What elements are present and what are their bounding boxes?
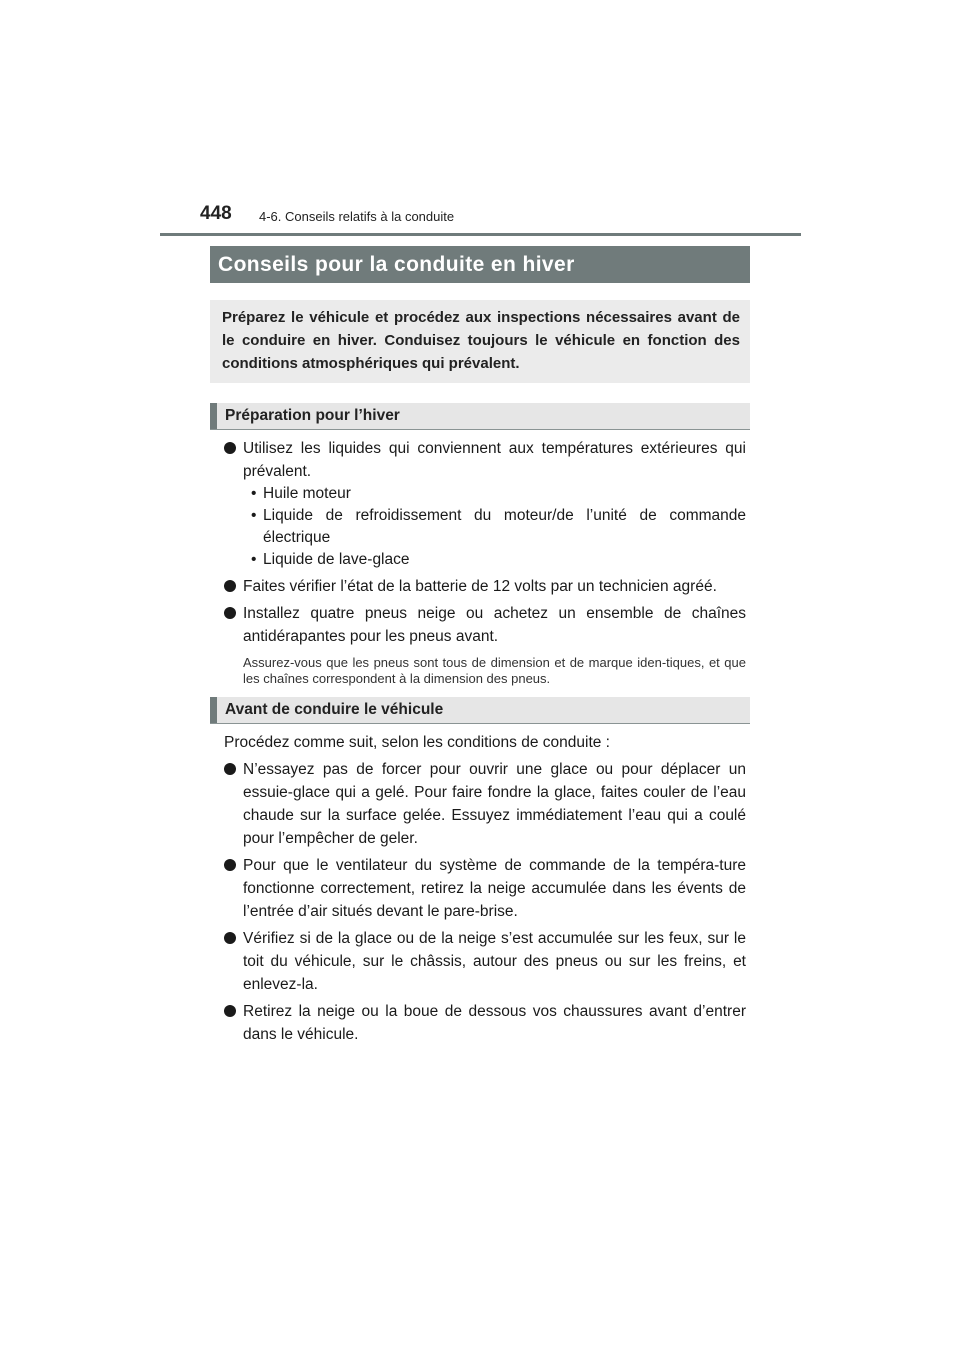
- sublist-item-text: Huile moteur: [263, 485, 351, 502]
- subheading-before-driving: [210, 697, 750, 724]
- sublist-item: [246, 505, 746, 549]
- sublist-item-text: Liquide de refroidissement du moteur/de l’unité de commande électrique: [263, 507, 746, 546]
- bullet-icon: [224, 607, 236, 619]
- list-item-text: Retirez la neige ou la boue de dessous vos chaussures avant d’entrer dans le véhicule.: [243, 1003, 746, 1043]
- sublist-item: [246, 483, 746, 505]
- list-item-text: N’essayez pas de forcer pour ouvrir une glace ou pour déplacer un essuie-glace qui a gelé. Pour faire fondre la glace, faites couler de l’eau chaude sur la surface gelée. Essuyez immédiatement l’eau qui a coulé pour l’empêcher de geler.: [243, 761, 746, 847]
- intro-box: Préparez le véhicule et procédez aux inspections nécessaires avant de le conduire en hiver. Conduisez toujours le véhicule en fonction des conditions atmosphériques qui prévalent.: [210, 300, 750, 383]
- small-bullet-icon: •: [251, 551, 257, 568]
- list-item: [210, 1000, 750, 1046]
- small-bullet-icon: •: [251, 485, 257, 502]
- small-bullet-icon: •: [251, 507, 257, 524]
- before-driving-list: [210, 758, 750, 1046]
- list-item-text: Vérifiez si de la glace ou de la neige s’est accumulée sur les feux, sur le toit du véhicule, sur le châssis, autour des pneus ou sur les freins, et enlevez-la.: [243, 930, 746, 993]
- page-title: Conseils pour la conduite en hiver: [210, 246, 750, 283]
- tire-note: Assurez-vous que les pneus sont tous de dimension et de marque iden-tiques, et que les chaînes correspondent à la dimension des pneus.: [243, 655, 746, 686]
- list-item: [210, 854, 750, 923]
- winter-prep-list: [210, 437, 750, 648]
- list-item-text: Utilisez les liquides qui conviennent aux températures extérieures qui prévalent.: [243, 440, 746, 480]
- bullet-icon: [224, 763, 236, 775]
- bullet-icon: [224, 1005, 236, 1017]
- section-path: 4-6. Conseils relatifs à la conduite: [259, 209, 455, 224]
- bullet-icon: [224, 859, 236, 871]
- list-item: [210, 437, 750, 571]
- list-item-text: Installez quatre pneus neige ou achetez un ensemble de chaînes antidérapantes pour les pneus avant.: [243, 605, 746, 645]
- list-item: [210, 602, 750, 648]
- subheading-label: Avant de conduire le véhicule: [225, 701, 444, 718]
- subheading-accent: [210, 697, 217, 723]
- subheading-label: Préparation pour l’hiver: [225, 407, 400, 424]
- list-item: [210, 758, 750, 850]
- bullet-icon: [224, 580, 236, 592]
- bullet-icon: [224, 442, 236, 454]
- sublist-item-text: Liquide de lave-glace: [263, 551, 410, 568]
- header-rule: [160, 233, 801, 236]
- subheading-accent: [210, 403, 217, 429]
- sublist-item: [246, 549, 746, 571]
- page-number: 448: [200, 203, 232, 224]
- content: [210, 246, 750, 1046]
- fluid-sublist: [243, 483, 746, 571]
- list-item-text: Pour que le ventilateur du système de commande de la tempéra-ture fonctionne correctement, retirez la neige accumulée dans les évents de l’entrée d’air situés devant le pare-brise.: [243, 857, 746, 920]
- bullet-icon: [224, 932, 236, 944]
- list-item: [210, 575, 750, 598]
- lead-text: Procédez comme suit, selon les conditions de conduite :: [224, 734, 610, 751]
- subheading-winter-prep: [210, 403, 750, 430]
- list-item: [210, 927, 750, 996]
- list-item-text: Faites vérifier l’état de la batterie de 12 volts par un technicien agréé.: [243, 578, 717, 595]
